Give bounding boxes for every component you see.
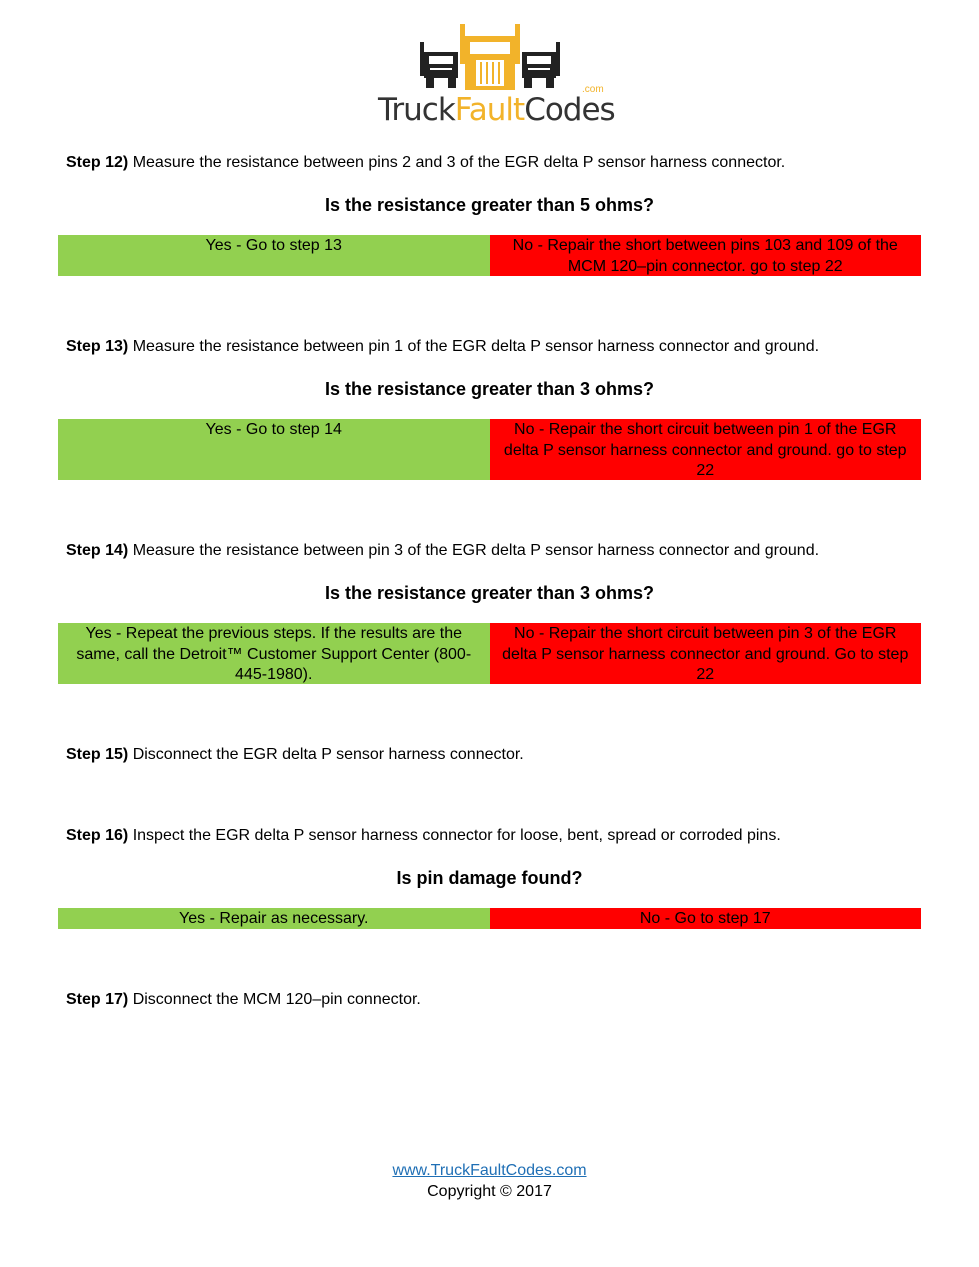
website-link[interactable]: www.TruckFaultCodes.com xyxy=(392,1162,587,1179)
step-13-question: Is the resistance greater than 3 ohms? xyxy=(324,379,655,399)
step-label: Step 17) xyxy=(66,991,129,1008)
step-text: Measure the resistance between pin 1 of the EGR delta P sensor harness connector and ground. xyxy=(128,338,820,355)
step-12-answers xyxy=(58,235,921,276)
step-text: Inspect the EGR delta P sensor harness connector for loose, bent, spread or corroded pins. xyxy=(128,827,781,844)
truckfaultcodes-logo xyxy=(378,18,615,128)
step-label: Step 15) xyxy=(66,746,129,763)
logo-wordmark: TruckFaultCodes xyxy=(378,92,615,128)
step-14-instruction xyxy=(66,541,819,561)
step-12-instruction xyxy=(66,153,785,173)
step-text: Disconnect the EGR delta P sensor harness connector. xyxy=(128,746,524,763)
yes-answer: Yes - Go to step 14 xyxy=(58,419,490,480)
step-14-question: Is the resistance greater than 3 ohms? xyxy=(324,583,655,603)
yes-answer: Yes - Repeat the previous steps. If the results are the same, call the Detroit™ Customer Support Center (800-445-1980). xyxy=(58,623,490,684)
step-15-instruction xyxy=(66,745,524,765)
step-label: Step 12) xyxy=(66,154,129,171)
yes-answer: Yes - Repair as necessary. xyxy=(58,908,490,929)
no-answer: No - Go to step 17 xyxy=(490,908,922,929)
step-16-instruction xyxy=(66,826,781,846)
step-text: Measure the resistance between pins 2 and 3 of the EGR delta P sensor harness connector. xyxy=(128,154,786,171)
no-answer: No - Repair the short between pins 103 and 109 of the MCM 120–pin connector. go to step 22 xyxy=(490,235,922,276)
step-16-question: Is pin damage found? xyxy=(396,868,583,888)
no-answer: No - Repair the short circuit between pin 3 of the EGR delta P sensor harness connector and ground. Go to step 22 xyxy=(490,623,922,684)
footer xyxy=(0,1160,979,1202)
truck-icon xyxy=(378,18,602,92)
step-text: Disconnect the MCM 120–pin connector. xyxy=(128,991,421,1008)
step-16-answers xyxy=(58,908,921,929)
step-14-answers xyxy=(58,623,921,684)
logo-suffix: .com xyxy=(582,84,604,95)
step-label: Step 16) xyxy=(66,827,129,844)
step-label: Step 14) xyxy=(66,542,129,559)
yes-answer: Yes - Go to step 13 xyxy=(58,235,490,276)
copyright-text: Copyright © 2017 xyxy=(427,1183,552,1200)
step-12-question: Is the resistance greater than 5 ohms? xyxy=(324,195,655,215)
no-answer: No - Repair the short circuit between pin 1 of the EGR delta P sensor harness connector and ground. go to step 22 xyxy=(490,419,922,480)
step-text: Measure the resistance between pin 3 of the EGR delta P sensor harness connector and ground. xyxy=(128,542,820,559)
step-label: Step 13) xyxy=(66,338,129,355)
step-17-instruction xyxy=(66,990,421,1010)
step-13-answers xyxy=(58,419,921,480)
step-13-instruction xyxy=(66,337,819,357)
